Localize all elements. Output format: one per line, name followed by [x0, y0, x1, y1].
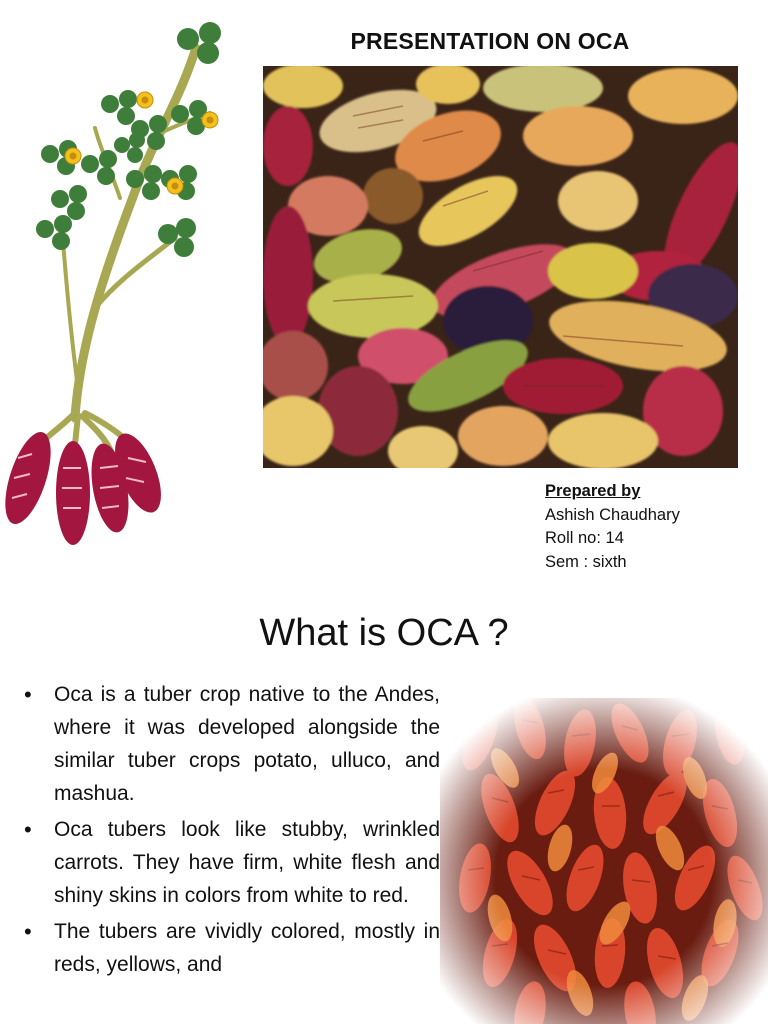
red-oca-tubers-photo [440, 698, 768, 1024]
semester: Sem : sixth [545, 552, 627, 571]
bullet-icon: • [24, 919, 32, 944]
bullet-item [24, 678, 440, 810]
bullet-list [24, 678, 440, 984]
bullet-icon: • [24, 682, 32, 707]
author-name: Ashish Chaudhary [545, 505, 680, 524]
bullet-item [24, 813, 440, 912]
slide-what-is-oca [0, 590, 768, 1024]
roll-number: Roll no: 14 [545, 529, 624, 547]
credits-heading: Prepared by [545, 482, 641, 500]
presentation-title: PRESENTATION ON OCA [350, 28, 630, 54]
bullet-text: Oca is a tuber crop native to the Andes, where it was developed alongside the similar tuber crops potato, ulluco, and mashua. [54, 683, 440, 805]
bullet-item [24, 915, 440, 981]
author-credits [545, 480, 680, 574]
bullet-text: Oca tubers look like stubby, wrinkled carrots. They have firm, white flesh and shiny skins in colors from white to red. [54, 818, 440, 907]
oca-tubers-photo [263, 66, 738, 468]
bullet-icon: • [24, 817, 32, 842]
bullet-text: The tubers are vividly colored, mostly in reds, yellows, and [54, 920, 440, 976]
slide-heading: What is OCA ? [259, 612, 509, 654]
oca-plant-illustration [0, 8, 250, 553]
